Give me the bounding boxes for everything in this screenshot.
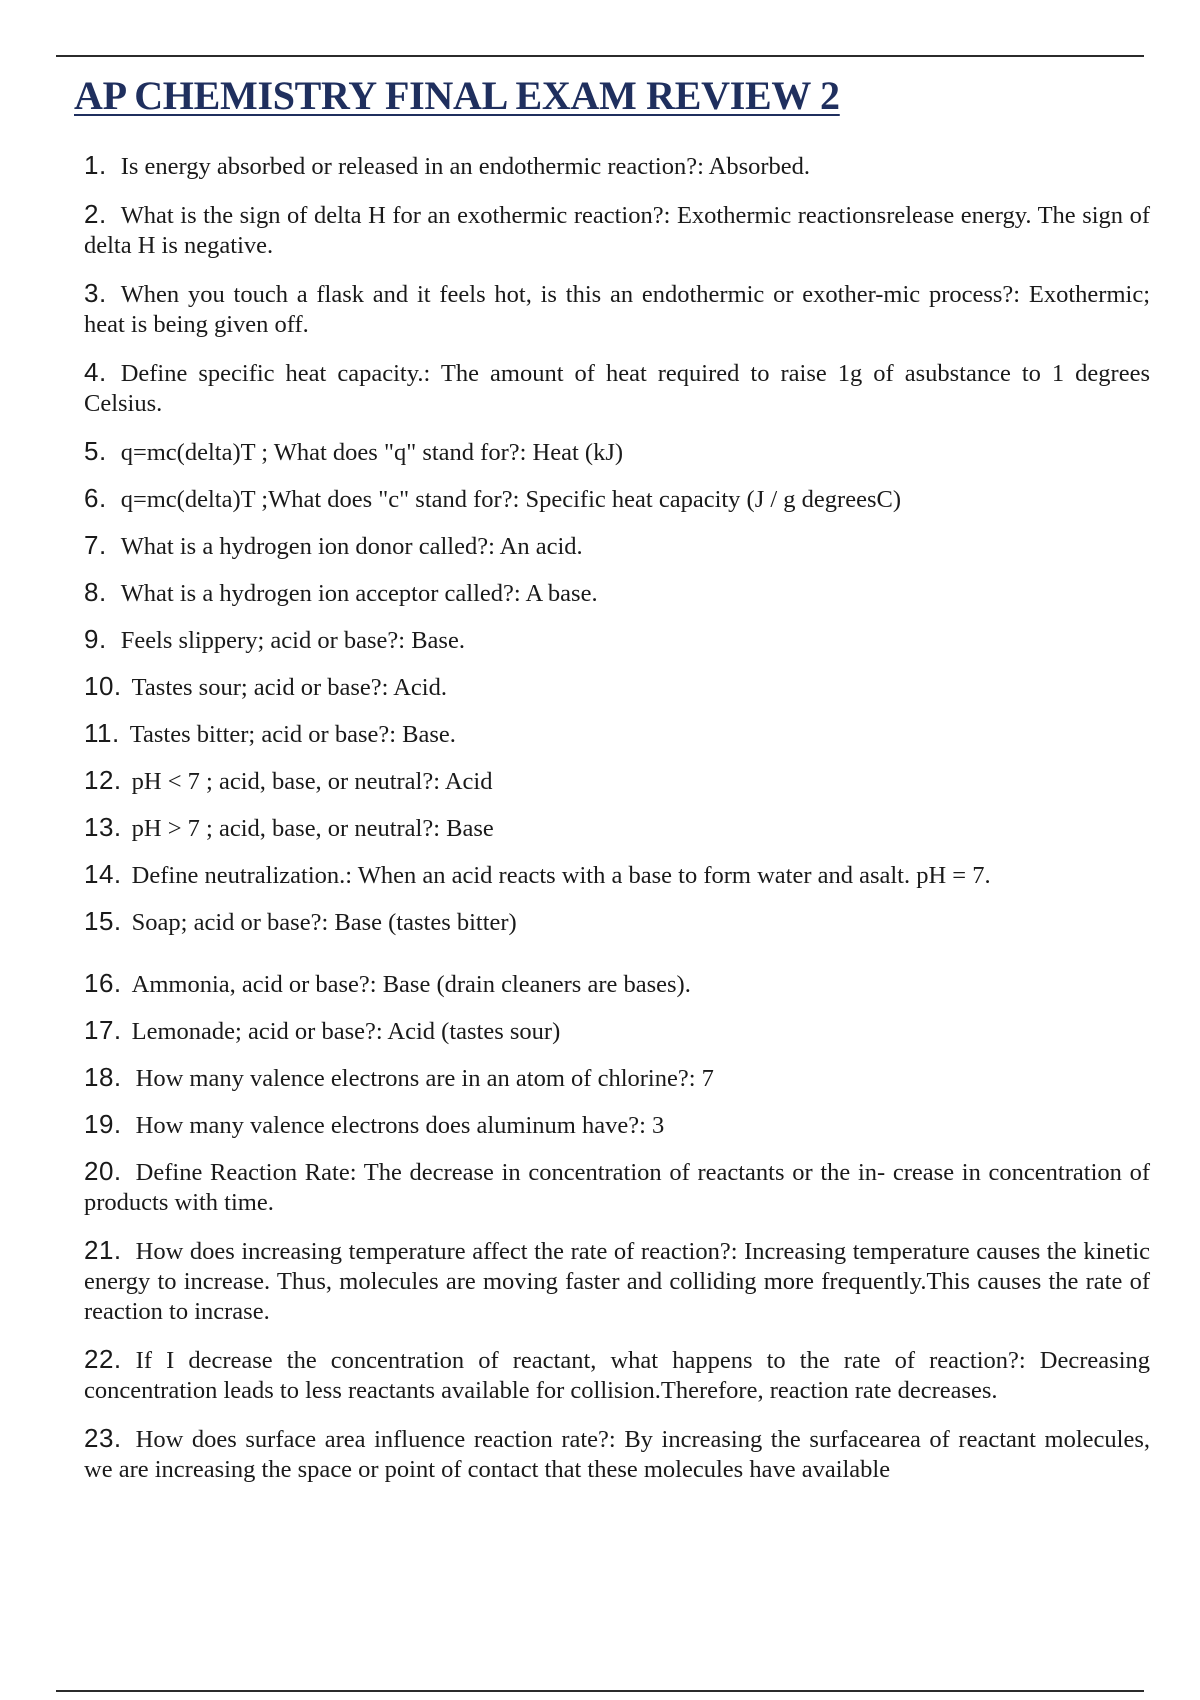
item-text: Tastes sour; acid or base?: Acid. (131, 674, 447, 701)
list-item (84, 436, 1150, 468)
item-number: 7. (84, 530, 107, 560)
item-text: Define Reaction Rate: The decrease in concentration of reactants or the in- crease in concentration of products with time. (84, 1159, 1150, 1216)
item-number: 20. (84, 1156, 122, 1186)
list-item (84, 1344, 1150, 1406)
item-text: pH < 7 ; acid, base, or neutral?: Acid (131, 768, 493, 795)
item-number: 23. (84, 1423, 122, 1453)
item-text: Soap; acid or base?: Base (tastes bitter) (131, 909, 517, 936)
item-number: 6. (84, 483, 107, 513)
item-text: What is a hydrogen ion donor called?: An acid. (120, 533, 583, 560)
item-text: Ammonia, acid or base?: Base (drain cleaners are bases). (131, 971, 691, 998)
item-text: What is the sign of delta H for an exothermic reaction?: Exothermic reactionsrelease energy. The sign of delta H is negative. (84, 202, 1150, 259)
qa-list (84, 150, 1150, 1502)
item-text: How many valence electrons does aluminum have?: 3 (135, 1112, 665, 1139)
list-item (84, 859, 1150, 891)
list-item (84, 671, 1150, 703)
item-text: q=mc(delta)T ;What does "c" stand for?: Specific heat capacity (J / g degreesC) (120, 486, 902, 513)
list-item (84, 1109, 1150, 1141)
item-number: 13. (84, 812, 122, 842)
item-text: Define specific heat capacity.: The amount of heat required to raise 1g of asubstance to 1 degrees Celsius. (84, 360, 1150, 417)
item-number: 11. (84, 718, 120, 748)
item-number: 5. (84, 436, 107, 466)
item-text: Define neutralization.: When an acid reacts with a base to form water and asalt. pH = 7. (131, 862, 991, 889)
list-item (84, 1423, 1150, 1485)
item-text: How does surface area influence reaction rate?: By increasing the surfacearea of reactant molecules, we are increasing the space or point of contact that these molecules have available (84, 1426, 1150, 1483)
list-item (84, 1235, 1150, 1327)
item-number: 1. (84, 150, 107, 180)
item-number: 17. (84, 1015, 122, 1045)
list-item (84, 278, 1150, 340)
item-text: What is a hydrogen ion acceptor called?: A base. (120, 580, 598, 607)
item-text: Lemonade; acid or base?: Acid (tastes sour) (131, 1018, 561, 1045)
item-text: Is energy absorbed or released in an endothermic reaction?: Absorbed. (120, 153, 811, 180)
list-item (84, 530, 1150, 562)
list-item (84, 199, 1150, 261)
item-text: pH > 7 ; acid, base, or neutral?: Base (131, 815, 494, 842)
list-item (84, 906, 1150, 938)
item-number: 3. (84, 278, 107, 308)
item-number: 9. (84, 624, 107, 654)
item-text: Feels slippery; acid or base?: Base. (120, 627, 465, 654)
list-item (84, 718, 1150, 750)
list-item (84, 577, 1150, 609)
item-number: 22. (84, 1344, 122, 1374)
item-text: When you touch a flask and it feels hot, is this an endothermic or exother-mic process?: Exothermic; heat is being given off. (84, 281, 1150, 338)
item-text: If I decrease the concentration of reactant, what happens to the rate of reaction?: Decreasing concentration leads to less reactants available for collision.Therefore, reaction rate decreases. (84, 1347, 1150, 1404)
list-item (84, 1015, 1150, 1047)
item-number: 10. (84, 671, 122, 701)
item-number: 4. (84, 357, 107, 387)
item-text: How many valence electrons are in an atom of chlorine?: 7 (135, 1065, 714, 1092)
item-number: 19. (84, 1109, 122, 1139)
list-item (84, 765, 1150, 797)
item-number: 21. (84, 1235, 122, 1265)
list-item (84, 357, 1150, 419)
item-number: 15. (84, 906, 122, 936)
item-number: 16. (84, 968, 122, 998)
item-number: 2. (84, 199, 107, 229)
item-number: 12. (84, 765, 122, 795)
list-item (84, 968, 1150, 1000)
list-item (84, 150, 1150, 182)
list-item (84, 1062, 1150, 1094)
item-number: 14. (84, 859, 122, 889)
list-item (84, 812, 1150, 844)
item-text: q=mc(delta)T ; What does "q" stand for?: Heat (kJ) (120, 439, 624, 466)
bottom-rule (56, 1690, 1144, 1692)
list-item (84, 624, 1150, 656)
item-number: 8. (84, 577, 107, 607)
list-item (84, 1156, 1150, 1218)
item-text: How does increasing temperature affect the rate of reaction?: Increasing temperature causes the kinetic energy to increase. Thus, molecules are moving faster and colliding more frequently.This causes the rate of reaction to incrase. (84, 1238, 1150, 1325)
list-item (84, 483, 1150, 515)
top-rule (56, 55, 1144, 57)
item-text: Tastes bitter; acid or base?: Base. (129, 721, 456, 748)
item-number: 18. (84, 1062, 122, 1092)
page-title: AP CHEMISTRY FINAL EXAM REVIEW 2 (74, 73, 840, 118)
